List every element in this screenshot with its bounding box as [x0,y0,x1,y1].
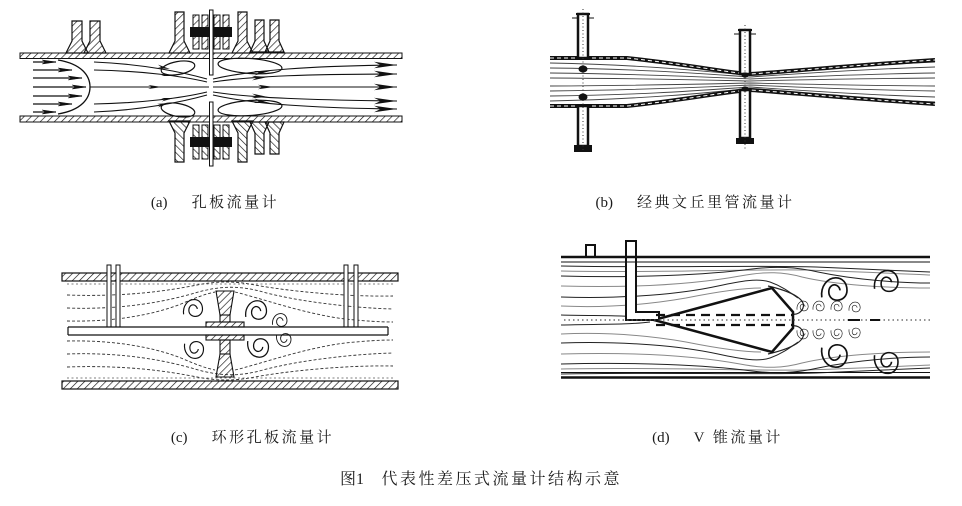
pressure-tap-stub [586,245,595,257]
panel-a-label: (a) [150,195,168,211]
orifice-plate-flowmeter-diagram [12,8,412,173]
wake-vortices [797,271,898,374]
panel-b-caption [545,191,845,212]
pressure-tap-stubs [66,21,106,53]
streamlines [90,62,397,112]
support-tube [68,327,388,335]
v-cone-flowmeter-diagram [556,236,940,392]
annular-orifice-disc [206,291,244,377]
velocity-profile [33,60,90,114]
panel-c-caption [100,426,405,447]
annular-orifice-flowmeter-diagram [55,248,405,400]
panel-b-title: 经典文丘里管流量计 [636,195,795,211]
venturi-tube-flowmeter-diagram [545,5,945,175]
orifice-plate [210,10,214,166]
support-strut [626,241,659,320]
panel-d-label: (d) [652,430,670,446]
panel-c-label: (c) [170,430,188,446]
flange-bolt-assembly [169,12,284,53]
panel-b-label: (b) [595,195,613,211]
figure-caption [0,466,962,489]
figure-number: 图1 [339,471,364,488]
upstream-pressure-tap [572,9,594,152]
panel-d-caption [565,426,870,447]
panel-a-title: 孔板流量计 [191,195,280,211]
figure-title: 代表性差压式流量计结构示意 [381,471,623,488]
panel-d-title: V 锥流量计 [693,430,783,446]
panel-a-caption [15,191,415,212]
panel-c-title: 环形孔板流量计 [211,430,335,446]
vortex-swirls [183,300,291,359]
